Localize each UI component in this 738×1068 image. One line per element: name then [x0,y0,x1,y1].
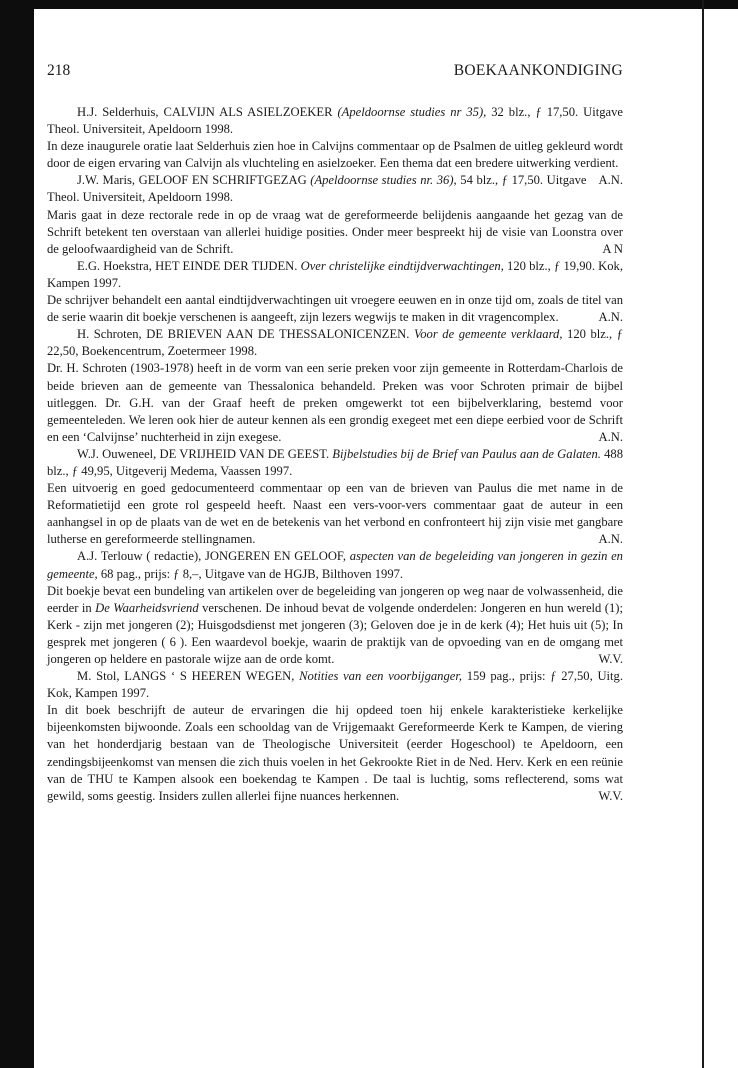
review-heading [47,172,623,206]
reviewer-initials: A.N. [598,429,623,444]
review-body [47,583,623,668]
review-heading [47,548,623,582]
review-body [47,360,623,445]
review-entry [47,446,623,549]
review-publication-details: 54 blz., ƒ 17,50. Uitgave Theol. Universiteit, Apeldoorn 1998. [47,173,587,205]
review-body [47,702,623,805]
review-body-text: De schrijver behandelt een aantal eindtijdverwachtingen uit vroegere eeuwen en in onze tijd om, zoals de titel van de serie waarin dit boekje verschenen is aangeeft, zijn lezers wegwijs te maken in dit vragencomplex. [47,293,623,325]
reviewer-initials: W.V. [598,788,623,803]
reviewer-initials: A.N. [598,310,623,325]
review-body-italic: De Waarheidsvriend [95,600,199,615]
scan-border-left [0,0,34,1068]
reviewer-initials: A.N. [598,532,623,547]
review-heading-text: J.W. Maris, GELOOF EN SCHRIFTGEZAG [77,173,311,188]
review-body-text: In dit boek beschrijft de auteur de ervaringen die hij opdeed toen hij enkele karakteristieke kerkelijke bijeenkomsten bijwoonde. Zoals een schooldag van de Vrijgemaakt Gereformeerde Kerk te Kampen, de viering van het honderdjarig bestaan van de Theologische Universiteit (eerder Hogeschool) te Apeldoorn, een zendingsbijeenkomst van mensen die zich thuis voelen in het Gekrookte Riet in de Ned. Herv. Kerk en een reünie van de THU te Kampen alsook een boekendag te Kampen . De taal is luchtig, soms reflecterend, soms wat gewild, soms geestig. Insiders zullen allerlei fijne nuances herkennen. [47,703,623,803]
review-heading [47,104,623,138]
review-publication-details: 68 pag., prijs: ƒ 8,–, Uitgave van de HGJB, Bilthoven 1997. [97,566,404,581]
review-series-title: Notities van een voorbijganger, [299,669,463,684]
review-entry [47,548,623,668]
review-entry [47,668,623,805]
review-publication-details: 488 blz., ƒ 49,95, Uitgeverij Medema, Vaassen 1997. [47,446,623,478]
review-publication-details: 120 blz., ƒ 22,50, Boekencentrum, Zoetermeer 1998. [47,327,623,359]
review-body-text: Dr. H. Schroten (1903-1978) heeft in de vorm van een serie preken voor zijn gemeente in Rotterdam-Charlois de beide brieven aan de gemeente van Thessalonica behandeld. Preken was voor Schroten primair de bijbel uitleggen. Dr. G.H. van der Graaf heeft de preken omgewerkt tot een bijbelverklaring, bestemd voor gemeenteleden. We leren ook hier de auteur kennen als een grondig exegeet met een diepe eerbied voor de Schrift en een ‘Calvijnse’ nuchterheid in zijn exegese. [47,361,623,444]
review-publication-details: 120 blz., ƒ 19,90. Kok, Kampen 1997. [47,258,623,290]
review-heading [47,446,623,480]
review-heading [47,326,623,360]
review-entry [47,172,623,257]
scan-border-right [702,0,704,1068]
review-body [47,480,623,548]
review-heading-text: M. Stol, LANGS ‘ S HEEREN WEGEN, [77,669,300,684]
review-body-text: In deze inaugurele oratie laat Selderhuis zien hoe in Calvijns commentaar op de Psalmen de uitleg gekleurd wordt door de eigen ervaring van Calvijn als vluchteling en asielzoeker. Een thema dat een bredere uitwerking verdient. [47,139,623,171]
review-heading-text: E.G. Hoekstra, HET EINDE DER TIJDEN. [77,258,301,273]
review-body [47,207,623,258]
review-body-text: Maris gaat in deze rectorale rede in op de vraag wat de gereformeerde belijdenis aangaande het gezag van de Schrift betekent ten overstaan van allerlei huidige posities. Onder meer bespreekt hij de visie van Loonstra over de geloofwaardigheid van de Schrift. [47,207,623,256]
review-entry [47,326,623,446]
review-body [47,292,623,326]
review-series-title: Over christelijke eindtijdverwachtingen, [300,258,504,273]
review-heading [47,668,623,702]
reviewer-initials: A N [602,241,623,256]
review-body-text: Een uitvoerig en goed gedocumenteerd commentaar op een van de brieven van Paulus die met name in de Reformatietijd een grote rol gespeeld heeft. Naast een vers-voor-vers commentaar gaat de auteur in een aanhangsel in op de plaats van de wet en de betekenis van het verbond en confronteert hij zijn visie met gangbare lutherse en gereformeerde stellingnamen. [47,481,623,547]
reviewer-initials: A.N. [598,173,623,188]
review-entry [47,258,623,326]
review-series-title: (Apeldoornse studies nr 35), [337,105,487,119]
review-series-title: Voor de gemeente verklaard, [413,327,563,342]
page-number: 218 [47,62,71,79]
scan-border-top [0,0,738,9]
review-body-text: Dit boekje bevat een bundeling van artikelen over de begeleiding van jongeren op weg naar de volwassenheid, die eerder in [47,583,623,615]
review-publication-details: 159 pag., prijs: ƒ 27,50, Uitg. Kok, Kampen 1997. [47,669,623,701]
reviewer-initials: W.V. [598,652,623,666]
review-heading-text: W.J. Ouweneel, DE VRIJHEID VAN DE GEEST. [77,446,333,461]
review-series-title: (Apeldoornse studies nr. 36), [310,173,457,188]
review-series-title: aspecten van de begeleiding van jongeren in gezin en gemeente, [47,549,623,581]
review-publication-details: 32 blz., ƒ 17,50. Uitgave Theol. Universiteit, Apeldoorn 1998. [47,105,623,137]
running-head: BOEKAANKONDIGING [453,62,623,79]
review-heading-text: A.J. Terlouw ( redactie), JONGEREN EN GELOOF, [77,549,350,564]
review-heading-text: H.J. Selderhuis, CALVIJN ALS ASIELZOEKER [77,105,338,119]
review-heading-text: H. Schroten, DE BRIEVEN AAN DE THESSALONICENZEN. [77,327,414,342]
book-announcements [47,104,623,805]
review-body-text-continued: verschenen. De inhoud bevat de volgende onderdelen: Jongeren en hun wereld (1); Kerk - zijn met jongeren (2); Huisgodsdienst met jongeren (3); Geloven doe je in de kerk (4); Het huis uit (5); In gesprek met jongeren ( 6 ). Een waardevol boekje, waarin de praktijk van de opvoeding van en de omgang met jongeren op heldere en pastorale wijze aan de orde komt. [47,600,623,666]
review-heading [47,258,623,292]
review-series-title: Bijbelstudies bij de Brief van Paulus aan de Galaten. [332,446,601,461]
